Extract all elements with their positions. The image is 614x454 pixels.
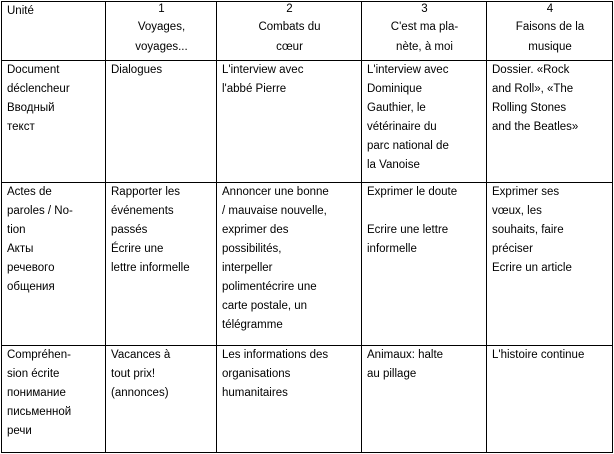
cell-line: au pillage <box>367 368 417 380</box>
unit-header-label: Unité <box>7 5 34 17</box>
cell-line: l'abbé Pierre <box>222 83 287 95</box>
table-cell <box>217 346 362 453</box>
cell-line: and Roll», «The <box>492 83 574 95</box>
table-cell <box>362 183 487 346</box>
cell-spacer <box>367 202 482 221</box>
unit-2-header <box>217 2 362 61</box>
cell-line: Ecrire une lettre <box>367 224 449 236</box>
cell-line: télégramme <box>222 319 283 331</box>
unit-4-header <box>487 2 613 61</box>
row-label-line: письменной <box>7 406 72 418</box>
table-cell <box>217 61 362 183</box>
unit-number: 2 <box>286 3 293 15</box>
table-row-reading <box>2 346 613 453</box>
cell-line: L'interview avec <box>222 64 304 76</box>
cell-line: Animaux: halte <box>367 349 444 361</box>
cell-line: informelle <box>367 243 417 255</box>
cell-line: Rolling Stones <box>492 102 567 114</box>
unit-title-line: Combats du <box>258 21 321 33</box>
cell-line: Exprimer ses <box>492 186 560 198</box>
cell-line: vœux, les <box>492 205 542 217</box>
cell-line: Gauthier, le <box>367 102 426 114</box>
cell-line: Ecrire un article <box>492 262 572 274</box>
cell-line: souhaits, faire <box>492 224 564 236</box>
unit-number: 1 <box>158 3 165 15</box>
cell-line: L'interview avec <box>367 64 449 76</box>
table-cell <box>106 61 217 183</box>
unit-3-header <box>362 2 487 61</box>
unit-title-line: voyages... <box>135 41 188 53</box>
row-label-line: Compréhen- <box>7 349 71 361</box>
cell-line: tout prix! <box>111 368 156 380</box>
cell-line: / mauvaise nouvelle, <box>222 205 327 217</box>
unit-title-line: C'est ma pla- <box>390 21 459 33</box>
unit-title-line: Faisons de la <box>515 21 585 33</box>
row-label-line: Document <box>7 64 60 76</box>
row-label-line: общения <box>7 281 55 293</box>
unit-number: 3 <box>421 3 428 15</box>
cell-line: Exprimer le doute <box>367 186 458 198</box>
row-label-line: речи <box>7 425 32 437</box>
row-label-cell <box>2 183 106 346</box>
row-label-line: Акты <box>7 243 34 255</box>
cell-line: événements <box>111 205 174 217</box>
cell-line: and the Beatles» <box>492 121 579 133</box>
cell-line: exprimer des <box>222 224 289 236</box>
unit-number: 4 <box>546 3 554 15</box>
cell-line: interpeller <box>222 262 273 274</box>
unit-title-line: nète, à moi <box>396 41 453 53</box>
cell-line: humanitaires <box>222 387 288 399</box>
table-row-document <box>2 61 613 183</box>
cell-line: Vacances à <box>111 349 171 361</box>
row-label-line: sion écrite <box>7 368 60 380</box>
header-row <box>2 2 613 61</box>
table-cell <box>106 183 217 346</box>
unit-title-line: Voyages, <box>137 21 186 33</box>
cell-line: Rapporter les <box>111 186 181 198</box>
cell-line: Annoncer une bonne <box>222 186 329 198</box>
table-cell <box>106 346 217 453</box>
table-row-speech-acts <box>2 183 613 346</box>
cell-line: organisations <box>222 368 291 380</box>
cell-line: Dossier. «Rock <box>492 64 570 76</box>
cell-line: Les informations des <box>222 349 329 361</box>
table-cell <box>487 183 613 346</box>
unit-title-line: musique <box>528 41 572 53</box>
table-cell <box>487 61 613 183</box>
row-label-line: Actes de <box>7 186 52 198</box>
cell-line: préciser <box>492 243 533 255</box>
cell-line: possibilités, <box>222 243 282 255</box>
table-cell <box>362 346 487 453</box>
cell-line: parc national de <box>367 140 449 152</box>
row-label-cell <box>2 61 106 183</box>
cell-line: la Vanoise <box>367 159 420 171</box>
row-label-line: речевого <box>7 262 55 274</box>
table-cell <box>362 61 487 183</box>
cell-line: Écrire une <box>111 243 164 255</box>
row-label-line: Вводный <box>7 102 55 114</box>
cell-line: Dominique <box>367 83 422 95</box>
row-label-line: текст <box>7 121 35 133</box>
cell-line: carte postale, un <box>222 300 308 312</box>
unit-title-line: cœur <box>276 41 303 53</box>
table-cell <box>217 183 362 346</box>
cell-line: passés <box>111 224 148 236</box>
row-label-line: déclencheur <box>7 83 70 95</box>
cell-line: Dialogues <box>111 64 163 76</box>
row-label-line: понимание <box>7 387 66 399</box>
table-cell <box>487 346 613 453</box>
cell-line: vétérinaire du <box>367 121 437 133</box>
row-label-line: paroles / No- <box>7 205 73 217</box>
unit-header-cell <box>2 2 106 61</box>
cell-line: (annonces) <box>111 387 169 399</box>
row-label-cell <box>2 346 106 453</box>
row-label-line: tion <box>7 224 26 236</box>
syllabus-table <box>1 1 613 453</box>
cell-line: L'histoire continue <box>492 349 585 361</box>
cell-line: polimentécrire une <box>222 281 317 293</box>
unit-1-header <box>106 2 217 61</box>
cell-line: lettre informelle <box>111 262 190 274</box>
